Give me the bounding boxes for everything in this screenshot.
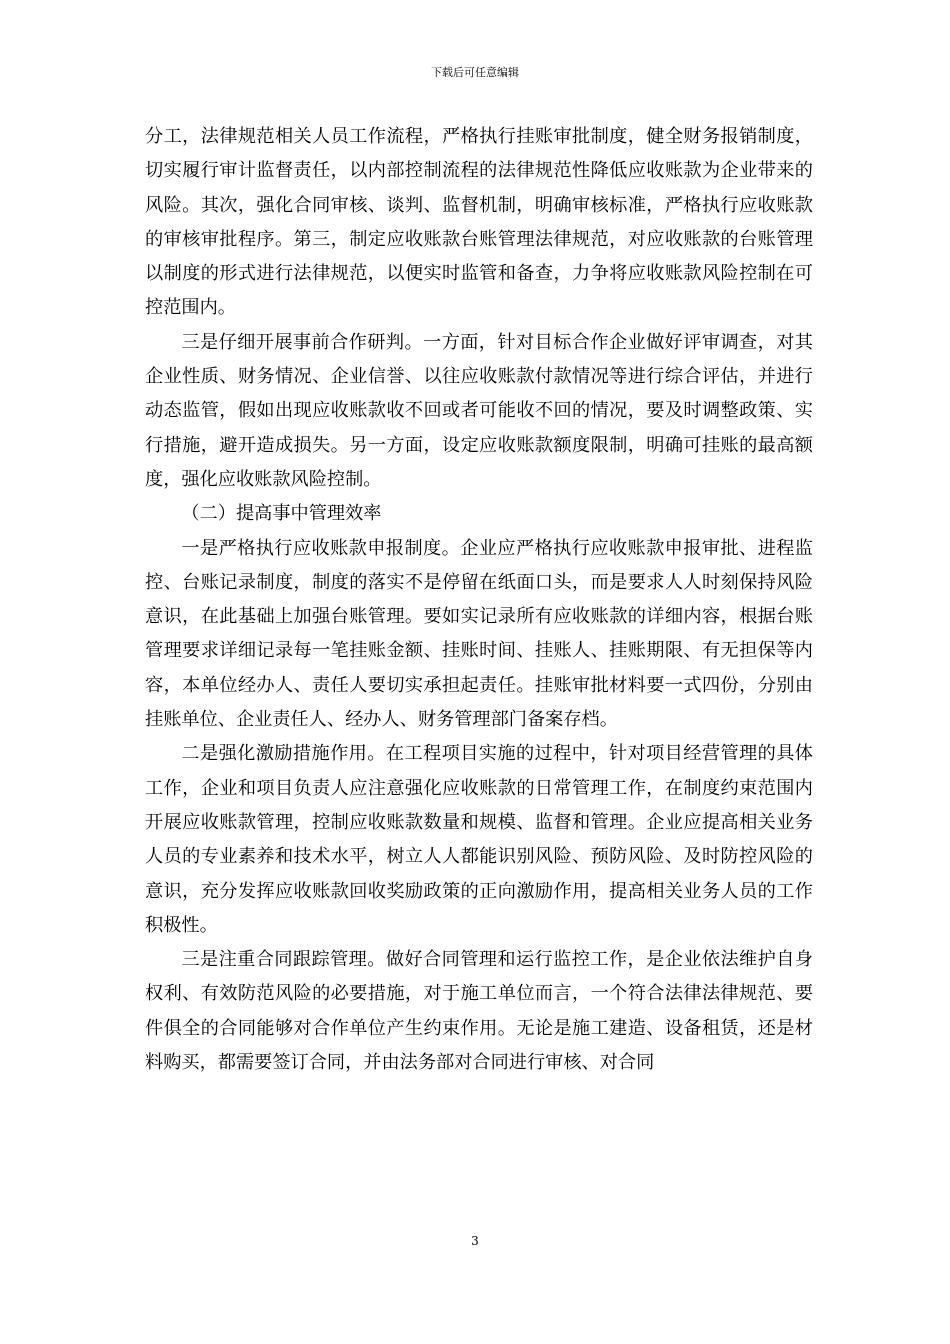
- document-body: [145, 120, 813, 1080]
- paragraph: 二是强化激励措施作用。在工程项目实施的过程中，针对项目经营管理的具体工作，企业和项目负责人应注意强化应收账款的日常管理工作，在制度约束范围内开展应收账款管理，控制应收账款数量和规模、监督和管理。企业应提高相关业务人员的专业素养和技术水平，树立人人都能识别风险、预防风险、及时防控风险的意识，充分发挥应收账款回收奖励政策的正向激励作用，提高相关业务人员的工作积极性。: [145, 743, 813, 936]
- page-number: 3: [471, 1234, 479, 1248]
- paragraph: 三是注重合同跟踪管理。做好合同管理和运行监控工作，是企业依法维护自身权利、有效防范风险的必要措施，对于施工单位而言，一个符合法律法律规范、要件俱全的合同能够对合作单位产生约束作用。无论是施工建造、设备租赁，还是材料购买，都需要签订合同，并由法务部对合同进行审核、对合同: [145, 949, 813, 1074]
- paragraph-continuation: 分工，法律规范相关人员工作流程，严格执行挂账审批制度，健全财务报销制度，切实履行审计监督责任，以内部控制流程的法律规范性降低应收账款为企业带来的风险。其次，强化合同审核、谈判、监督机制，明确审核标准，严格执行应收账款的审核审批程序。第三，制定应收账款台账管理法律规范，对应收账款的台账管理以制度的形式进行法律规范，以便实时监管和备查，力争将应收账款风险控制在可控范围内。: [145, 126, 813, 319]
- section-heading: （二）提高事中管理效率: [181, 503, 382, 525]
- page-header: 下载后可任意编辑: [431, 66, 519, 79]
- paragraph: 三是仔细开展事前合作研判。一方面，针对目标合作企业做好评审调查，对其企业性质、财务情况、企业信誉、以往应收账款付款情况等进行综合评估，并进行动态监管，假如出现应收账款收不回或者可能收不回的情况，要及时调整政策、实行措施，避开造成损失。另一方面，设定应收账款额度限制，明确可挂账的最高额度，强化应收账款风险控制。: [145, 331, 813, 490]
- paragraph: 一是严格执行应收账款申报制度。企业应严格执行应收账款申报审批、进程监控、台账记录制度，制度的落实不是停留在纸面口头，而是要求人人时刻保持风险意识，在此基础上加强台账管理。要如实记录所有应收账款的详细内容，根据台账管理要求详细记录每一笔挂账金额、挂账时间、挂账人、挂账期限、有无担保等内容，本单位经办人、责任人要切实承担起责任。挂账审批材料要一式四份，分别由挂账单位、企业责任人、经办人、财务管理部门备案存档。: [145, 537, 813, 731]
